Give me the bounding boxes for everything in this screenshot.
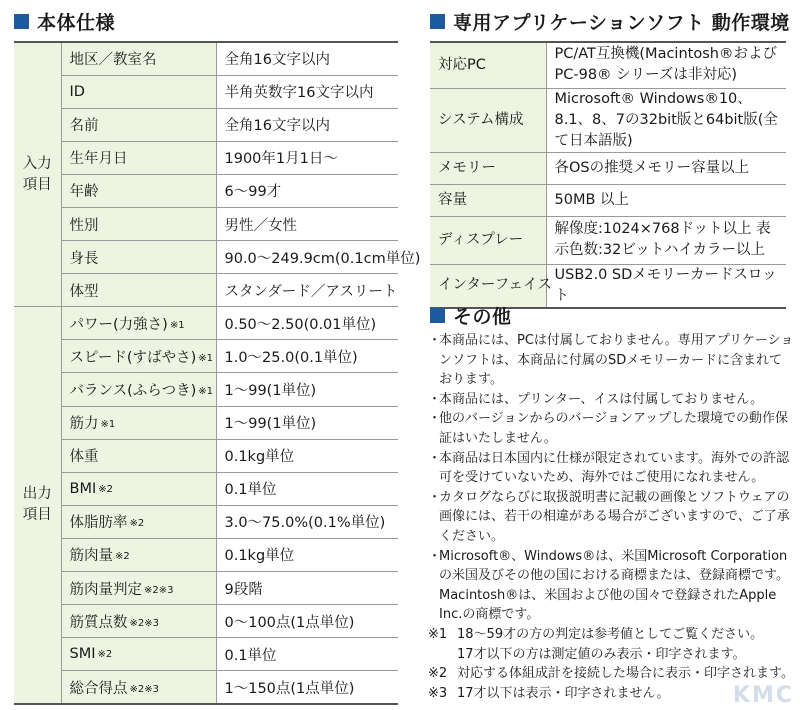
spec-value: 全角16文字以内	[216, 108, 398, 141]
spec-note: ※2	[97, 649, 113, 661]
bullet-dot-icon: ・	[428, 450, 442, 466]
spec-table	[14, 41, 421, 705]
spec-label-text: 体重	[69, 449, 99, 466]
env-row	[430, 184, 786, 216]
spec-value: 半角英数字16文字以内	[216, 75, 398, 108]
env-label: インターフェイス	[430, 264, 546, 308]
spec-value: 全角16文字以内	[216, 42, 398, 75]
env-row	[430, 88, 786, 152]
spec-value: 0.50〜2.50(0.01単位)	[216, 307, 398, 340]
spec-row	[14, 538, 398, 571]
spec-row	[14, 274, 398, 307]
footnote-body	[457, 625, 794, 664]
spec-heading-text: 本体仕様	[37, 12, 116, 34]
spec-label	[61, 42, 216, 75]
env-row	[430, 152, 786, 184]
spec-row	[14, 439, 398, 472]
spec-note: ※2	[129, 518, 145, 530]
footnote-line: 17才以下は表示・印字されません。	[457, 685, 670, 701]
spec-value: 1〜99(1単位)	[216, 406, 398, 439]
spec-note: ※1	[198, 385, 213, 397]
spec-row	[14, 605, 398, 638]
spec-label	[61, 174, 216, 207]
spec-value: 1〜99(1単位)	[216, 373, 398, 406]
spec-label	[61, 671, 216, 704]
spec-row	[14, 307, 398, 340]
spec-label	[61, 373, 216, 406]
spec-row	[14, 505, 398, 538]
spec-label-text: パワー(力強さ)	[69, 316, 168, 333]
spec-value: 1.0〜25.0(0.1単位)	[216, 340, 398, 373]
spec-row	[14, 174, 398, 207]
spec-value: 6〜99才	[216, 174, 398, 207]
output-group-label: 出力 項目	[14, 307, 61, 704]
env-value: 解像度:1024×768ドット以上 表示色数:32ビットハイカラー以上	[546, 216, 786, 264]
spec-label	[61, 141, 216, 174]
footnote	[428, 625, 794, 664]
spec-row	[14, 75, 398, 108]
env-row	[430, 216, 786, 264]
input-group-label: 入力 項目	[14, 42, 61, 307]
footnote-mark: ※1	[428, 626, 448, 642]
spec-row	[14, 141, 398, 174]
env-label: 対応PC	[430, 42, 546, 88]
spec-row	[14, 373, 398, 406]
spec-label-text: 身長	[69, 250, 99, 267]
spec-note: ※1	[169, 319, 185, 331]
notes-heading	[430, 302, 512, 329]
spec-value: 1900年1月1日〜	[216, 141, 398, 174]
note-text: 他のバージョンからのバージョンアップした環境での動作保証はいたしません。	[439, 411, 789, 446]
spec-value: 0〜100点(1点単位)	[216, 605, 398, 638]
spec-value: 0.1単位	[216, 472, 398, 505]
note-text: 本商品は日本国内に仕様が限定されています。海外での許認可を受けていないため、海外ではご使用になれません。	[439, 450, 789, 486]
spec-row	[14, 406, 398, 439]
spec-label	[61, 274, 216, 307]
spec-value: スタンダード／アスリート	[216, 274, 398, 307]
env-label: メモリー	[430, 152, 546, 184]
notes-heading-text: その他	[453, 306, 512, 328]
spec-row	[14, 340, 398, 373]
spec-label	[61, 307, 216, 340]
spec-row	[14, 671, 398, 704]
spec-label	[61, 505, 216, 538]
env-row	[430, 42, 786, 88]
heading-square-icon	[14, 14, 29, 29]
env-value: USB2.0 SDメモリーカードスロット	[546, 264, 786, 308]
spec-heading	[14, 8, 115, 35]
env-heading-text: 専用アプリケーションソフト 動作環境	[453, 12, 790, 34]
spec-label	[61, 108, 216, 141]
spec-row	[14, 108, 398, 141]
spec-label	[61, 340, 216, 373]
spec-value: 1〜150点(1点単位)	[216, 671, 398, 704]
spec-label-text: バランス(ふらつき)	[69, 382, 197, 399]
footnote-line: 対応する体組成計を接続した場合に表示・印字されます。	[457, 666, 794, 682]
spec-label	[61, 406, 216, 439]
spec-label-text: BMI	[69, 480, 97, 497]
note-item	[428, 331, 794, 390]
spec-value: 90.0〜249.9cm(0.1cm単位)	[216, 241, 398, 274]
spec-label-text: 体脂肪率	[69, 515, 128, 532]
spec-value: 0.1単位	[216, 638, 398, 671]
spec-row	[14, 572, 398, 605]
footnote-line: 17才以下の方は測定値のみ表示・印字されます。	[457, 646, 746, 662]
bullet-dot-icon: ・	[428, 391, 442, 407]
spec-label-text: 性別	[69, 217, 99, 234]
heading-square-icon	[430, 14, 445, 29]
bullet-dot-icon: ・	[428, 333, 442, 348]
spec-label-text: ID	[69, 83, 85, 100]
spec-label	[61, 572, 216, 605]
env-value: PC/AT互換機(Macintosh®および PC-98® シリーズは非対応)	[546, 42, 786, 88]
spec-value: 9段階	[216, 572, 398, 605]
spec-note: ※1	[198, 352, 213, 364]
spec-row	[14, 241, 398, 274]
note-text: Microsoft®、Windows®は、米国Microsoft Corporationの米国及びその他の国における商標または、登録商標です。Macintosh®は、米国および他の国々で登録されたApple Inc.の商標です。	[439, 548, 789, 623]
bullet-dot-icon: ・	[428, 489, 442, 505]
spec-value: 男性／女性	[216, 207, 398, 240]
bullet-dot-icon: ・	[428, 411, 442, 427]
spec-label-text: 筋力	[69, 416, 99, 433]
footnote-line: 18〜59才の方の判定は参考値としてご覧ください。	[457, 626, 764, 642]
spec-row	[14, 638, 398, 671]
spec-label-text: 筋質点数	[69, 614, 128, 631]
env-label: システム構成	[430, 88, 546, 152]
spec-row	[14, 42, 398, 75]
spec-label	[61, 75, 216, 108]
spec-label	[61, 439, 216, 472]
spec-label	[61, 605, 216, 638]
heading-square-icon	[430, 308, 445, 323]
spec-label-text: 筋肉量判定	[69, 581, 142, 598]
note-item	[428, 488, 794, 547]
note-item	[428, 390, 794, 410]
spec-label-text: 体型	[69, 283, 99, 300]
footnote-mark: ※2	[428, 666, 448, 682]
note-item	[428, 449, 794, 488]
spec-note: ※2※3	[129, 683, 159, 695]
note-text: 本商品には、PCは付属しておりません。専用アプリケーションソフトは、本商品に付属のSDメモリーカードに含まれております。	[439, 333, 794, 388]
spec-row	[14, 207, 398, 240]
notes-section	[428, 331, 794, 703]
spec-label	[61, 538, 216, 571]
spec-note: ※2※3	[144, 584, 174, 596]
spec-label	[61, 638, 216, 671]
env-table	[430, 41, 786, 309]
spec-label-text: スピード(すばやさ)	[69, 349, 197, 366]
env-label: 容量	[430, 184, 546, 216]
spec-label-text: 筋肉量	[69, 548, 113, 565]
note-text: 本商品には、プリンター、イスは付属しておりません。	[439, 391, 764, 407]
spec-row	[14, 472, 398, 505]
spec-label	[61, 207, 216, 240]
note-item	[428, 409, 794, 448]
note-item	[428, 547, 794, 625]
spec-note: ※2	[98, 483, 113, 495]
spec-label-text: 生年月日	[69, 151, 128, 168]
spec-note: ※2	[115, 551, 130, 563]
footnote-body	[457, 664, 794, 684]
spec-label	[61, 472, 216, 505]
env-label: ディスプレー	[430, 216, 546, 264]
env-value: 各OSの推奨メモリー容量以上	[546, 152, 786, 184]
spec-label-text: 総合得点	[69, 680, 128, 697]
bullet-dot-icon: ・	[428, 548, 442, 564]
kmc-logo: KMC	[732, 683, 794, 708]
spec-note: ※2※3	[129, 617, 159, 629]
spec-value: 0.1kg単位	[216, 538, 398, 571]
spec-value: 3.0〜75.0%(0.1%単位)	[216, 505, 398, 538]
spec-label-text: 地区／教室名	[69, 52, 157, 69]
note-text: カタログならびに取扱説明書に記載の画像とソフトウェアの画像には、若干の相違がある場合がございますので、ご了承ください。	[439, 489, 790, 544]
spec-label-text: 年齢	[69, 184, 99, 201]
spec-label-text: 名前	[69, 118, 99, 135]
spec-label	[61, 241, 216, 274]
footnote-mark: ※3	[428, 685, 448, 701]
env-heading	[430, 8, 790, 35]
footnote	[428, 664, 794, 684]
spec-note: ※1	[100, 419, 116, 431]
spec-label-text: SMI	[69, 646, 96, 663]
spec-value: 0.1kg単位	[216, 439, 398, 472]
env-value: Microsoft® Windows®10、8.1、8、7の32bit版と64bit版(全て日本語版)	[546, 88, 786, 152]
env-value: 50MB 以上	[546, 184, 786, 216]
